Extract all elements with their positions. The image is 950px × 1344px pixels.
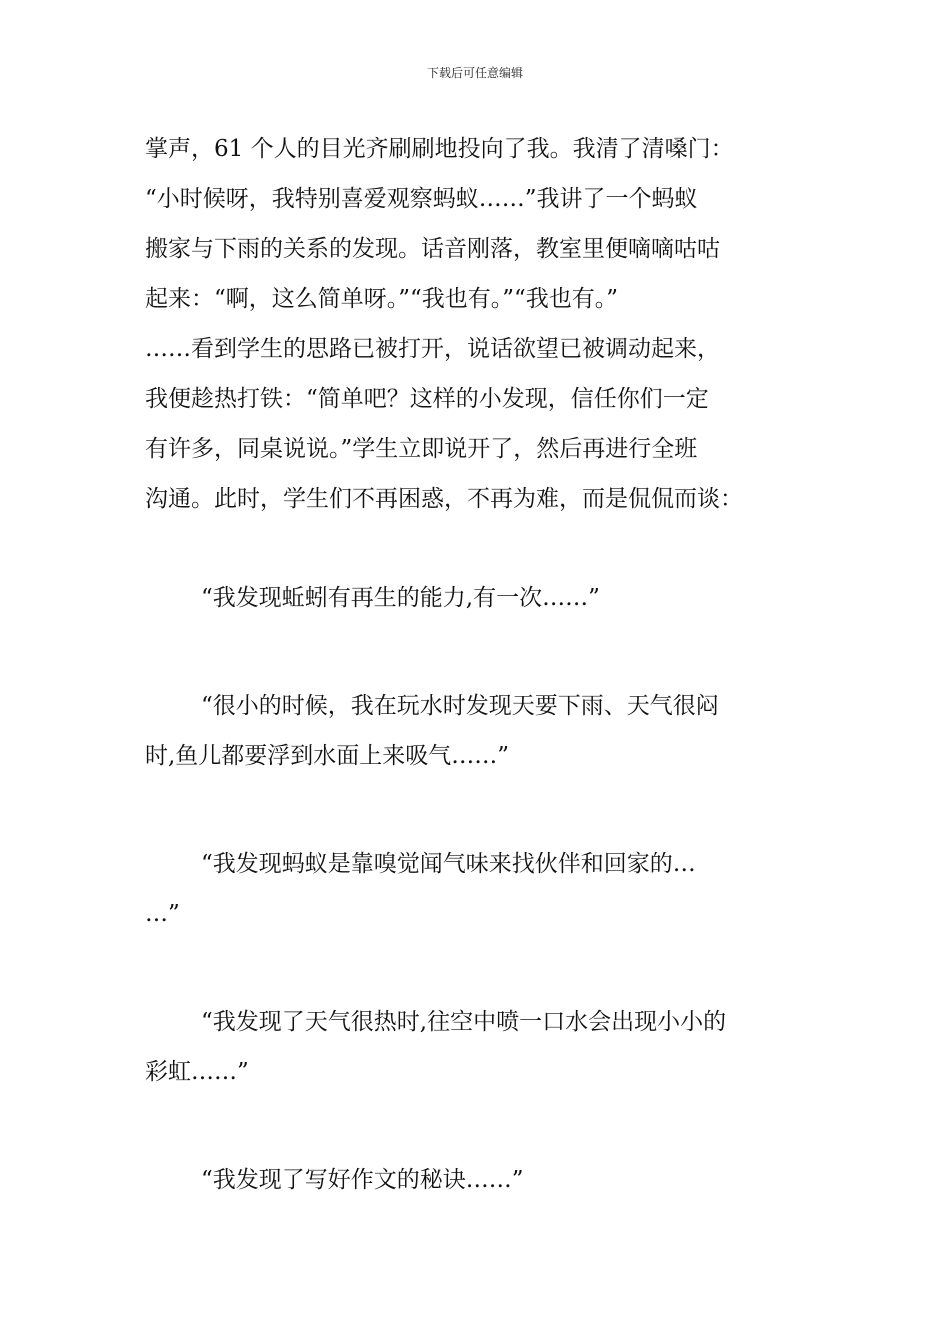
quote-line: 时,鱼儿都要浮到水面上来吸气……” (145, 743, 510, 769)
paragraph-line: 起来：“啊，这么简单呀。”“我也有。”“我也有。” (145, 286, 619, 312)
document-body (145, 124, 810, 1205)
quote-line: “我发现了天气很热时,往空中喷一口水会出现小小的 (201, 1009, 727, 1035)
student-quote-paragraph (145, 839, 810, 939)
narrative-paragraph (145, 124, 810, 524)
student-quote-paragraph (145, 681, 810, 781)
quote-line: “我发现蚂蚁是靠嗅觉闻气味来找伙伴和回家的… (201, 851, 696, 877)
quote-line: …” (145, 901, 180, 927)
quote-line: “很小的时候，我在玩水时发现天要下雨、天气很闷 (201, 693, 719, 719)
quote-line: 彩虹……” (145, 1059, 249, 1085)
paragraph-line: “小时候呀，我特别喜爱观察蚂蚁……”我讲了一个蚂蚁 (145, 186, 698, 212)
paragraph-line: ……看到学生的思路已被打开，说话欲望已被调动起来， (145, 336, 720, 362)
quote-line: “我发现了写好作文的秘诀……” (201, 1167, 524, 1193)
student-quote-paragraph (145, 997, 810, 1097)
page-header-note: 下载后可任意编辑 (426, 66, 523, 80)
student-quote-paragraph (145, 573, 810, 623)
student-quote-paragraph (145, 1155, 810, 1205)
paragraph-line: 掌声，61 个人的目光齐刷刷地投向了我。我清了清嗓门： (145, 136, 734, 162)
paragraph-line: 有许多，同桌说说。”学生立即说开了，然后再进行全班 (145, 436, 698, 462)
paragraph-line: 我便趁热打铁：“简单吧？这样的小发现，信任你们一定 (145, 386, 709, 412)
paragraph-line: 搬家与下雨的关系的发现。话音刚落，教室里便嘀嘀咕咕 (145, 236, 720, 262)
quote-line: “我发现蚯蚓有再生的能力,有一次……” (201, 585, 600, 611)
paragraph-line: 沟通。此时，学生们不再困惑，不再为难，而是侃侃而谈： (145, 486, 743, 512)
